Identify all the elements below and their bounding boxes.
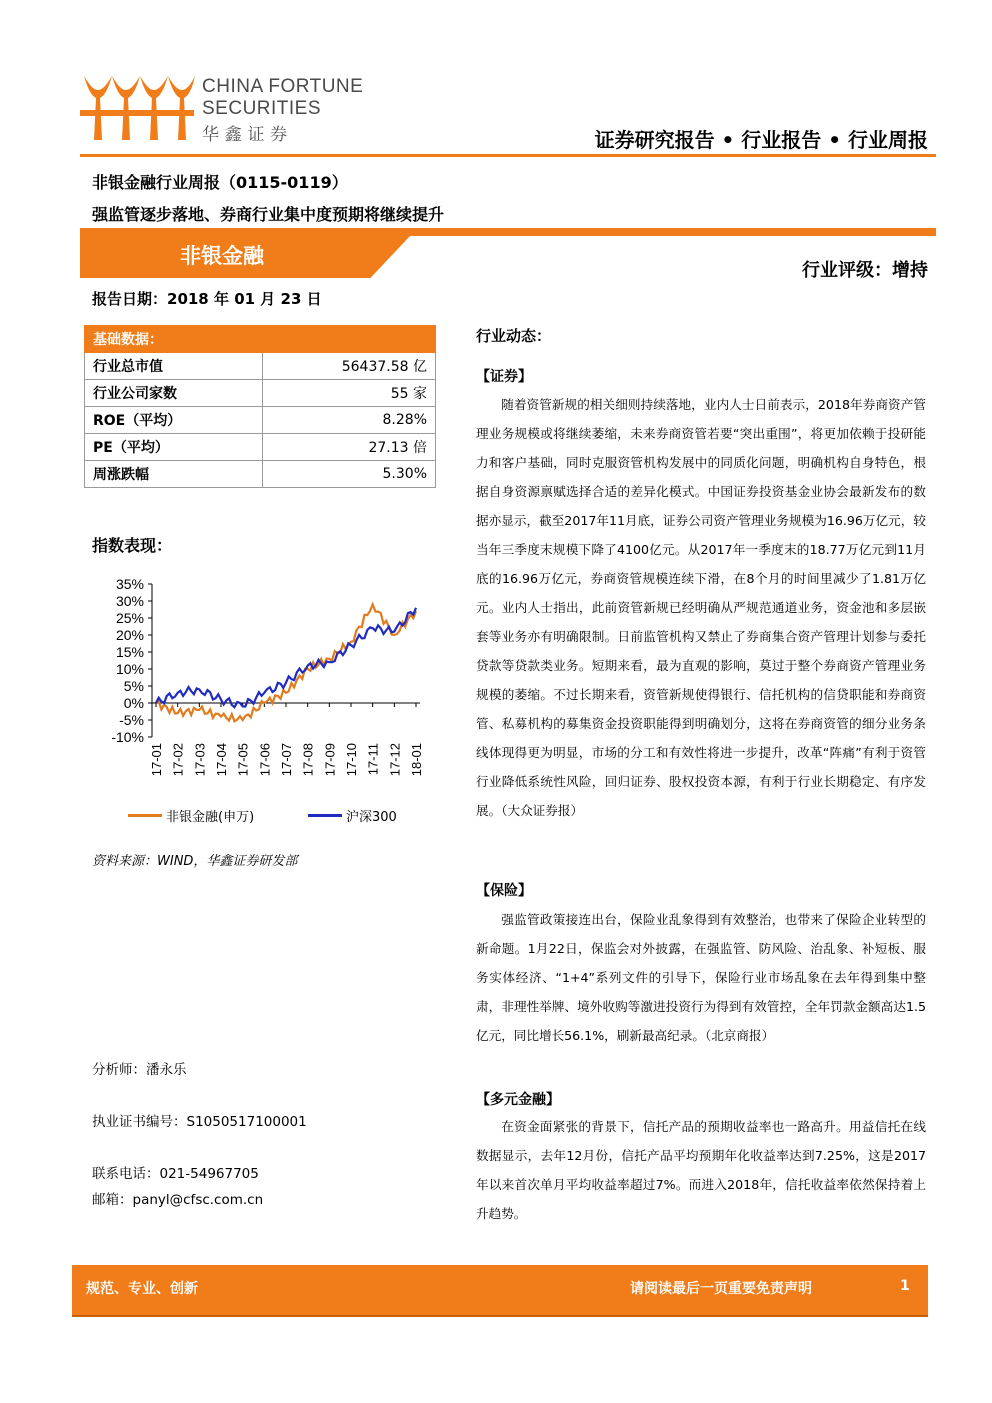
table-row (85, 434, 436, 461)
footer-slogan: 规范、专业、创新 (86, 1281, 198, 1297)
index-performance-chart (90, 570, 440, 840)
x-tick-label: 17-01 (149, 743, 164, 777)
data-source: 资料来源：WIND，华鑫证券研发部 (92, 854, 298, 869)
x-tick-label: 17-04 (214, 743, 229, 777)
section-text: 随着资管新规的相关细则持续落地，业内人士日前表示，2018年券商资产管理业务规模或将继续萎缩，未来券商资管若要“突出重围”，将更加依赖于投研能力和客户基础，同时克服资管机构发展中的同质化问题，明确机构自身特色，根据自身资源禀赋选择合适的差异化模式。中国证券投资基金业协会最新发布的数据亦显示，截至2017年11月底，证券公司资产管理业务规模为16.96万亿元，较当年三季度末规模下降了4100亿元。从2017年一季度末的18.77万亿元到11月底的16.96万亿元，券商资管规模连续下滑，在8个月的时间里减少了1.81万亿元。业内人士指出，此前资管新规已经明确从严规范通道业务，资金池和多层嵌套等业务亦有明确限制。日前监管机构又禁止了券商集合资产管理计划参与委托贷款等贷款类业务。短期来看，最为直观的影响，莫过于整个券商资产管理业务规模的萎缩。不过长期来看，资管新规使得银行、信托机构的信贷职能和券商资管、私募机构的募集资金投资职能得到明确划分，这将在券商资管的细分业务条线体现得更为明显，市场的分工和有效性将进一步提升，改革“阵痛”有利于资管行业降低系统性风险，回归证券、股权投资本源，有利于行业长期稳定、有序发展。（大众证券报） (476, 397, 926, 818)
page-number: 1 (900, 1278, 910, 1294)
row-label: PE（平均） (85, 434, 263, 461)
section-body-securities (476, 390, 926, 876)
x-tick-label: 17-06 (257, 743, 273, 777)
report-type: 证券研究报告 • 行业报告 • 行业周报 (594, 128, 928, 152)
x-tick-label: 17-12 (387, 743, 403, 777)
dynamics-title: 行业动态： (476, 327, 552, 345)
index-section-title: 指数表现： (92, 536, 173, 555)
y-tick-label: 35% (115, 576, 144, 592)
y-tick-label: -10% (111, 729, 144, 745)
y-tick-label: 10% (115, 661, 144, 677)
x-tick-label: 17-10 (344, 743, 359, 777)
logo-mark-icon (78, 70, 196, 146)
table-row (85, 353, 436, 380)
x-tick-label: 17-08 (300, 743, 316, 777)
row-label: 行业总市值 (85, 353, 263, 380)
basic-data-header: 基础数据： (85, 326, 436, 353)
basic-data-table (84, 325, 436, 488)
analyst-license: 执业证书编号：S1050517100001 (92, 1114, 307, 1130)
y-tick-label: 5% (123, 678, 144, 694)
section-text: 在资金面紧张的背景下，信托产品的预期收益率也一路高升。用益信托在线数据显示，去年12月份，信托产品平均预期年化收益率达到7.25%，这是2017年以来首次单月平均收益率超过7%。而进入2018年，信托收益率依然保持着上升趋势。 (476, 1119, 926, 1221)
header-divider (80, 154, 936, 157)
y-tick-label: 25% (115, 610, 144, 626)
section-head-securities: 【证券】 (476, 369, 532, 385)
industry-rating: 行业评级：增持 (802, 260, 928, 281)
legend-label-sector: 非银金融(申万) (166, 810, 255, 825)
x-tick-label: 17-09 (322, 743, 338, 777)
section-head-insurance: 【保险】 (476, 883, 532, 899)
row-label: 周涨跌幅 (85, 461, 263, 488)
x-tick-label: 17-11 (365, 743, 381, 776)
table-row (85, 407, 436, 434)
y-tick-label: 15% (115, 644, 144, 660)
legend-swatch-hs300 (308, 814, 342, 817)
analyst-email: 邮箱：panyl@cfsc.com.cn (92, 1192, 264, 1208)
brand-name-cn: 华 鑫 证 券 (202, 125, 288, 144)
table-row (85, 461, 436, 488)
analyst-phone: 联系电话：021-54967705 (92, 1166, 259, 1182)
report-date: 报告日期：2018 年 01 月 23 日 (92, 290, 322, 308)
section-head-diversified: 【多元金融】 (476, 1092, 560, 1108)
legend-label-hs300: 沪深300 (346, 810, 397, 825)
x-tick-label: 17-03 (192, 743, 208, 777)
row-value: 55 家 (263, 380, 436, 407)
row-value: 8.28% (263, 407, 436, 434)
brand-name-en-1: CHINA FORTUNE (202, 76, 364, 97)
report-subtitle: 强监管逐步落地、券商行业集中度预期将继续提升 (92, 205, 445, 224)
x-tick-label: 17-05 (235, 743, 251, 777)
y-tick-label: 30% (115, 593, 144, 609)
legend-swatch-sector (128, 814, 162, 817)
row-value: 5.30% (263, 461, 436, 488)
x-tick-label: 17-02 (170, 743, 186, 777)
x-tick-label: 17-07 (279, 743, 294, 777)
row-label: ROE（平均） (85, 407, 263, 434)
row-value: 56437.58 亿 (263, 353, 436, 380)
chart-legend (128, 806, 448, 826)
analyst-name: 分析师：潘永乐 (92, 1062, 187, 1078)
table-row (85, 380, 436, 407)
section-text: 强监管政策接连出台，保险业乱象得到有效整治，也带来了保险企业转型的新命题。1月22日，保监会对外披露，在强监管、防风险、治乱象、补短板、服务实体经济、“1+4”系列文件的引导下，保险行业市场乱象在去年得到集中整肃，非理性举牌、境外收购等激进投资行为得到有效管控，全年罚款金额高达1.5亿元，同比增长56.1%，刷新最高纪录。（北京商报） (476, 912, 926, 1043)
company-logo (78, 70, 196, 146)
y-tick-label: 0% (123, 695, 144, 711)
section-body-insurance (476, 905, 926, 1081)
section-body-diversified (476, 1112, 926, 1230)
row-value: 27.13 倍 (263, 434, 436, 461)
footer-disclaimer: 请阅读最后一页重要免责声明 (630, 1281, 812, 1297)
x-tick-label: 18-01 (409, 743, 424, 777)
sector-label: 非银金融 (180, 244, 264, 268)
y-tick-label: 20% (115, 627, 144, 643)
report-title: 非银金融行业周报（0115-0119） (92, 173, 348, 192)
brand-name-en-2: SECURITIES (202, 98, 322, 119)
y-tick-label: -5% (119, 712, 144, 728)
row-label: 行业公司家数 (85, 380, 263, 407)
